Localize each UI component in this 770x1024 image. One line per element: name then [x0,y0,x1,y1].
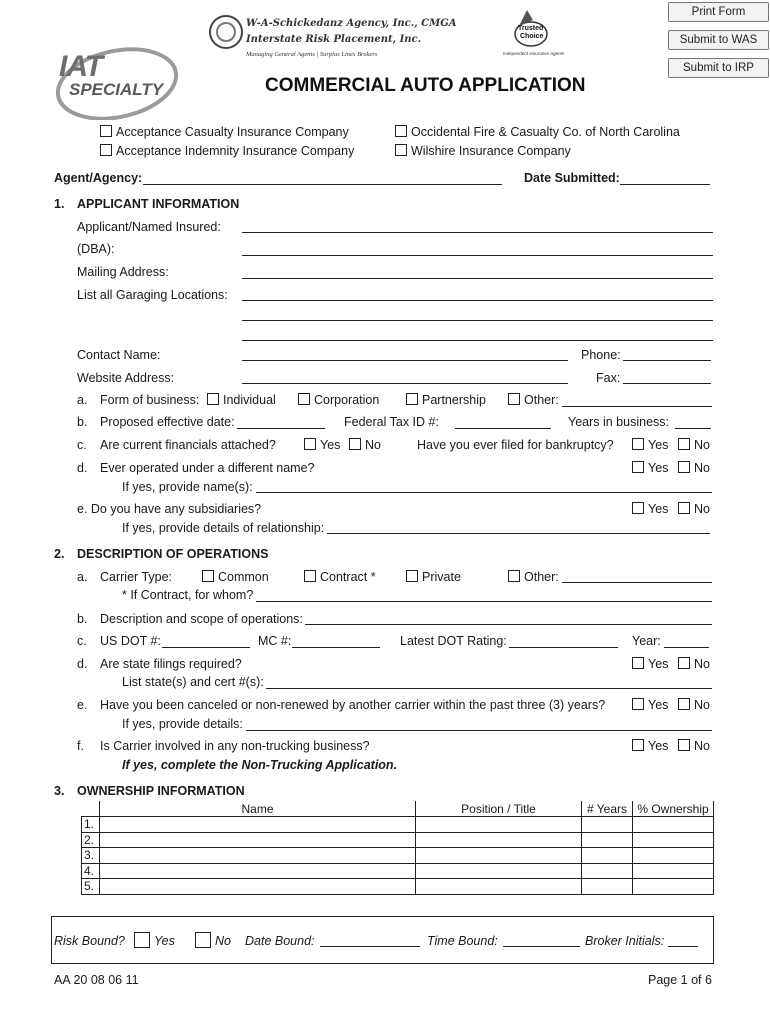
company-option-acceptance-indemnity[interactable]: Acceptance Indemnity Insurance Company [100,144,354,158]
list-states-field[interactable] [266,688,712,689]
subsidiaries-label: e. Do you have any subsidiaries? [77,502,262,516]
row-number: 5. [82,879,100,895]
company-option-occidental[interactable]: Occidental Fire & Casualty Co. of North Carolina [395,125,680,139]
state-filings-no[interactable]: No [678,657,710,671]
fax-label: Fax: [596,371,621,385]
logo-specialty-text: SPECIALTY [69,80,164,99]
website-field[interactable] [242,383,568,384]
list-states-label: List state(s) and cert #(s): [122,675,264,689]
state-filings-yes[interactable]: Yes [632,657,668,671]
section-3-number: 3. [54,784,65,798]
agency-line-3: Managing General Agents | Surplus Lines Brokers [246,51,378,58]
owner-position-cell[interactable] [416,879,582,895]
owner-position-cell[interactable] [416,817,582,833]
checkbox[interactable] [678,698,690,710]
item-1a: a. [77,393,88,407]
dot-rating-label: Latest DOT Rating: [400,634,507,648]
checkbox[interactable] [678,461,690,473]
checkbox[interactable] [406,393,418,405]
form-number: AA 20 08 06 11 [54,973,139,987]
date-bound-field[interactable] [320,946,420,947]
description-field[interactable] [305,624,712,625]
table-row [82,848,714,864]
financials-no[interactable]: No [349,438,381,452]
dba-label: (DBA): [77,242,115,256]
checkbox[interactable] [678,657,690,669]
checkbox[interactable] [298,393,310,405]
item-2a: a. [77,570,88,584]
fein-field[interactable] [455,428,551,429]
checkbox[interactable] [632,657,644,669]
table-row [82,879,714,895]
row-number: 1. [82,817,100,833]
item-1b: b. [77,415,88,429]
provide-details-field[interactable] [246,730,712,731]
row-number: 2. [82,832,100,848]
canceled-label: Have you been canceled or non-renewed by another carrier within the past three (3) years? [100,698,606,712]
mc-field[interactable] [292,647,380,648]
applicant-label: Applicant/Named Insured: [77,220,221,234]
mc-label: MC #: [258,634,292,648]
column-header-ownership: % Ownership [633,801,714,817]
fein-label: Federal Tax ID #: [344,415,439,429]
item-2f: f. [77,739,84,753]
checkbox[interactable] [202,570,214,582]
agency-emblem-icon [208,14,244,50]
owner-percent-cell[interactable] [633,817,714,833]
other-business-option[interactable]: Other: [508,393,559,407]
broker-initials-field[interactable] [668,946,698,947]
contract-option[interactable]: Contract * [304,570,376,584]
phone-label: Phone: [581,348,621,362]
garaging-field-3[interactable] [242,340,713,341]
canceled-yes[interactable]: Yes [632,698,668,712]
year-label: Year: [632,634,661,648]
table-row [82,817,714,833]
relationship-field[interactable] [327,533,710,534]
checkbox[interactable] [100,144,112,156]
item-2b: b. [77,612,88,626]
bankruptcy-no[interactable]: No [678,438,710,452]
non-trucking-yes[interactable]: Yes [632,739,668,753]
owner-years-cell[interactable] [582,832,633,848]
owner-name-cell[interactable] [100,863,416,879]
checkbox[interactable] [678,739,690,751]
row-number: 4. [82,863,100,879]
owner-position-cell[interactable] [416,863,582,879]
risk-bound-no[interactable]: No [195,932,231,948]
non-trucking-note: If yes, complete the Non-Trucking Application. [122,758,398,772]
owner-years-cell[interactable] [582,848,633,864]
carrier-type-label: Carrier Type: [100,570,173,584]
provide-names-label: If yes, provide name(s): [122,480,253,494]
column-header-position: Position / Title [416,801,582,817]
date-submitted-field[interactable] [620,184,710,185]
usdot-label: US DOT #: [100,634,161,648]
corporation-option[interactable]: Corporation [298,393,379,407]
choice-text: Choice [520,33,544,40]
common-option[interactable]: Common [202,570,269,584]
section-1-title: APPLICANT INFORMATION [77,197,240,211]
owner-name-cell[interactable] [100,848,416,864]
section-2-number: 2. [54,547,65,561]
different-name-yes[interactable]: Yes [632,461,668,475]
financials-yes[interactable]: Yes [304,438,340,452]
other-carrier-field[interactable] [562,582,712,583]
checkbox[interactable] [304,570,316,582]
logo-iat-text: IAT [59,50,103,83]
agency-line-2: Interstate Risk Placement, Inc. [246,34,422,45]
fax-field[interactable] [623,383,711,384]
column-header-years: # Years [582,801,633,817]
owner-percent-cell[interactable] [633,848,714,864]
description-label: Description and scope of operations: [100,612,303,626]
owner-name-cell[interactable] [100,879,416,895]
section-1-number: 1. [54,197,65,211]
checkbox[interactable] [406,570,418,582]
item-2d: d. [77,657,88,671]
item-1d: d. [77,461,88,475]
trusted-text: Trusted [518,25,544,32]
dba-field[interactable] [242,255,713,256]
other-carrier-option[interactable]: Other: [508,570,559,584]
owner-percent-cell[interactable] [633,863,714,879]
owner-years-cell[interactable] [582,817,633,833]
applicant-field[interactable] [242,232,713,233]
owner-name-cell[interactable] [100,832,416,848]
canceled-no[interactable]: No [678,698,710,712]
checkbox[interactable] [632,698,644,710]
garaging-field-2[interactable] [242,320,713,321]
checkbox[interactable] [195,932,211,948]
owner-position-cell[interactable] [416,832,582,848]
if-contract-label: * If Contract, for whom? [122,588,254,602]
time-bound-field[interactable] [503,946,580,947]
state-filings-label: Are state filings required? [100,657,242,671]
garaging-label: List all Garaging Locations: [77,288,228,302]
year-field[interactable] [664,647,709,648]
checkbox[interactable] [632,461,644,473]
agency-line-1: W-A-Schickedanz Agency, Inc., CMGA [246,18,457,29]
checkbox[interactable] [678,502,690,514]
mailing-address-field[interactable] [242,278,713,279]
page-title: COMMERCIAL AUTO APPLICATION [265,75,586,96]
garaging-field-1[interactable] [242,300,713,301]
checkbox[interactable] [632,739,644,751]
years-in-business-field[interactable] [675,428,711,429]
contact-name-field[interactable] [242,360,568,361]
checkbox[interactable] [207,393,219,405]
checkbox[interactable] [349,438,361,450]
time-bound-label: Time Bound: [427,934,498,948]
item-2e: e. [77,698,88,712]
financials-label: Are current financials attached? [100,438,276,452]
trusted-subtitle: Independent Insurance Agents [503,51,565,56]
provide-names-field[interactable] [256,492,712,493]
subsidiaries-yes[interactable]: Yes [632,502,668,516]
partnership-option[interactable]: Partnership [406,393,486,407]
broker-initials-label: Broker Initials: [585,934,665,948]
checkbox[interactable] [678,438,690,450]
different-name-label: Ever operated under a different name? [100,461,315,475]
checkbox[interactable] [100,125,112,137]
company-option-wilshire[interactable]: Wilshire Insurance Company [395,144,571,158]
other-business-field[interactable] [562,406,712,407]
page-number: Page 1 of 6 [648,973,712,987]
owner-percent-cell[interactable] [633,879,714,895]
checkbox[interactable] [508,570,520,582]
owner-percent-cell[interactable] [633,832,714,848]
proposed-date-label: Proposed effective date: [100,415,235,429]
private-option[interactable]: Private [406,570,461,584]
section-3-title: OWNERSHIP INFORMATION [77,784,245,798]
ownership-table [81,801,714,895]
checkbox[interactable] [395,125,407,137]
relationship-label: If yes, provide details of relationship: [122,521,325,535]
print-form-button[interactable]: Print Form [668,2,769,22]
risk-bound-yes[interactable]: Yes [134,932,175,948]
trusted-choice-logo [503,6,565,56]
owner-years-cell[interactable] [582,879,633,895]
item-1c: c. [77,438,87,452]
owner-position-cell[interactable] [416,848,582,864]
date-submitted-label: Date Submitted: [524,171,620,185]
item-2c: c. [77,634,87,648]
column-header-name: Name [100,801,416,817]
years-in-business-label: Years in business: [568,415,669,429]
table-row [82,863,714,879]
dot-rating-field[interactable] [509,647,618,648]
row-number: 3. [82,848,100,864]
different-name-no[interactable]: No [678,461,710,475]
non-trucking-no[interactable]: No [678,739,710,753]
phone-field[interactable] [623,360,711,361]
agent-agency-label: Agent/Agency: [54,171,143,185]
proposed-date-field[interactable] [237,428,325,429]
table-row [82,832,714,848]
risk-bound-label: Risk Bound? [54,934,125,948]
website-label: Website Address: [77,371,175,385]
agent-agency-field[interactable] [143,184,502,185]
date-bound-label: Date Bound: [245,934,315,948]
individual-option[interactable]: Individual [207,393,276,407]
owner-years-cell[interactable] [582,863,633,879]
usdot-field[interactable] [162,647,250,648]
checkbox[interactable] [632,502,644,514]
company-option-acceptance-casualty[interactable]: Acceptance Casualty Insurance Company [100,125,349,139]
provide-details-label: If yes, provide details: [122,717,243,731]
contact-name-label: Contact Name: [77,348,161,362]
section-2-title: DESCRIPTION OF OPERATIONS [77,547,269,561]
submit-to-was-button[interactable]: Submit to WAS [668,30,769,50]
owner-name-cell[interactable] [100,817,416,833]
submit-to-irp-button[interactable]: Submit to IRP [668,58,769,78]
form-of-business-label: Form of business: [100,393,200,407]
subsidiaries-no[interactable]: No [678,502,710,516]
checkbox[interactable] [508,393,520,405]
checkbox[interactable] [134,932,150,948]
checkbox[interactable] [395,144,407,156]
bankruptcy-yes[interactable]: Yes [632,438,668,452]
checkbox[interactable] [304,438,316,450]
checkbox[interactable] [632,438,644,450]
bankruptcy-label: Have you ever filed for bankruptcy? [417,438,614,452]
if-contract-field[interactable] [256,601,712,602]
table-header-row [82,801,714,817]
non-trucking-label: Is Carrier involved in any non-trucking business? [100,739,370,753]
mailing-address-label: Mailing Address: [77,265,169,279]
iat-specialty-logo [55,44,185,120]
